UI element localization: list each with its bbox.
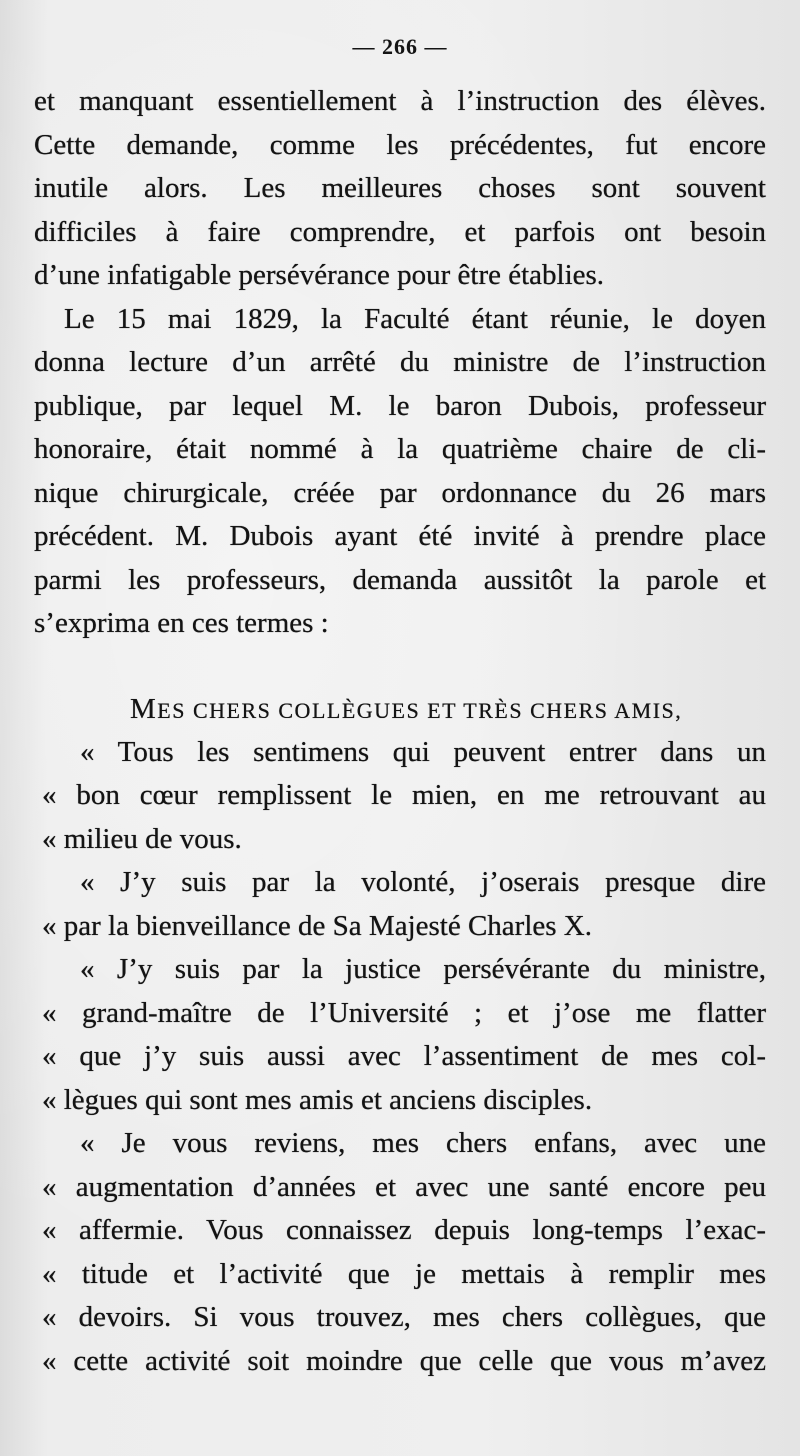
text-line: parmi les professeurs, demanda aussitôt la parole et (34, 563, 766, 596)
quote-line: « devoirs. Si vous trouvez, mes chers collègues, que (42, 1301, 766, 1333)
paragraph-gap (34, 646, 766, 688)
text-line: inutile alors. Les meilleures choses sont souvent (34, 172, 766, 204)
quote-line: « bon cœur remplissent le mien, en me retrouvant au (42, 779, 766, 811)
quote-line: « J’y suis par la justice persévérante du ministre, (80, 953, 766, 985)
quote-line: « milieu de vous. (42, 822, 242, 855)
text-line: et manquant essentiellement à l’instruction des élèves. (34, 85, 766, 117)
quote-line: « par la bienveillance de Sa Majesté Charles X. (42, 909, 592, 942)
text-line: s’exprima en ces termes : (34, 607, 329, 639)
quote-line: « augmentation d’années et avec une santé encore peu (42, 1170, 766, 1203)
speech-salutation (34, 688, 766, 731)
salutation-rest: ES CHERS COLLÈGUES ET TRÈS CHERS AMIS, (157, 697, 683, 723)
quote-line: « cette activité soit moindre que celle que vous m’avez (42, 1344, 766, 1377)
text-line: nique chirurgicale, créée par ordonnance du 26 mars (34, 476, 766, 509)
text-line: précédent. M. Dubois ayant été invité à prendre place (34, 520, 766, 552)
quote-line: « que j’y suis aussi avec l’assentiment de mes col- (42, 1040, 766, 1072)
text-line: Le 15 mai 1829, la Faculté étant réunie, le doyen (64, 302, 766, 335)
text-line: publique, par lequel M. le baron Dubois, professeur (34, 389, 766, 422)
text-line: honoraire, était nommé à la quatrième chaire de cli- (34, 433, 766, 465)
text-line: donna lecture d’un arrêté du ministre de l’instruction (34, 346, 766, 378)
quote-line: « titude et l’activité que je mettais à remplir mes (42, 1257, 766, 1290)
quote-line: « Je vous reviens, mes chers enfans, avec une (80, 1127, 766, 1159)
text-line: Cette demande, comme les précédentes, fut encore (34, 128, 766, 161)
quote-line: « J’y suis par la volonté, j’oserais presque dire (80, 866, 766, 898)
quote-line: « lègues qui sont mes amis et anciens disciples. (42, 1083, 593, 1116)
quote-line: « Tous les sentimens qui peuvent entrer dans un (80, 735, 766, 768)
quote-line: « grand-maître de l’Université ; et j’ose me flatter (42, 996, 766, 1029)
salutation-initial: M (130, 692, 158, 725)
text-line: difficiles à faire comprendre, et parfois ont besoin (34, 215, 766, 248)
text-line: d’une infatigable persévérance pour être établies. (34, 259, 605, 291)
page-number: — 266 — (352, 34, 448, 59)
quote-line: « affermie. Vous connaissez depuis long-temps l’exac- (42, 1214, 766, 1246)
body-text (34, 80, 766, 1383)
